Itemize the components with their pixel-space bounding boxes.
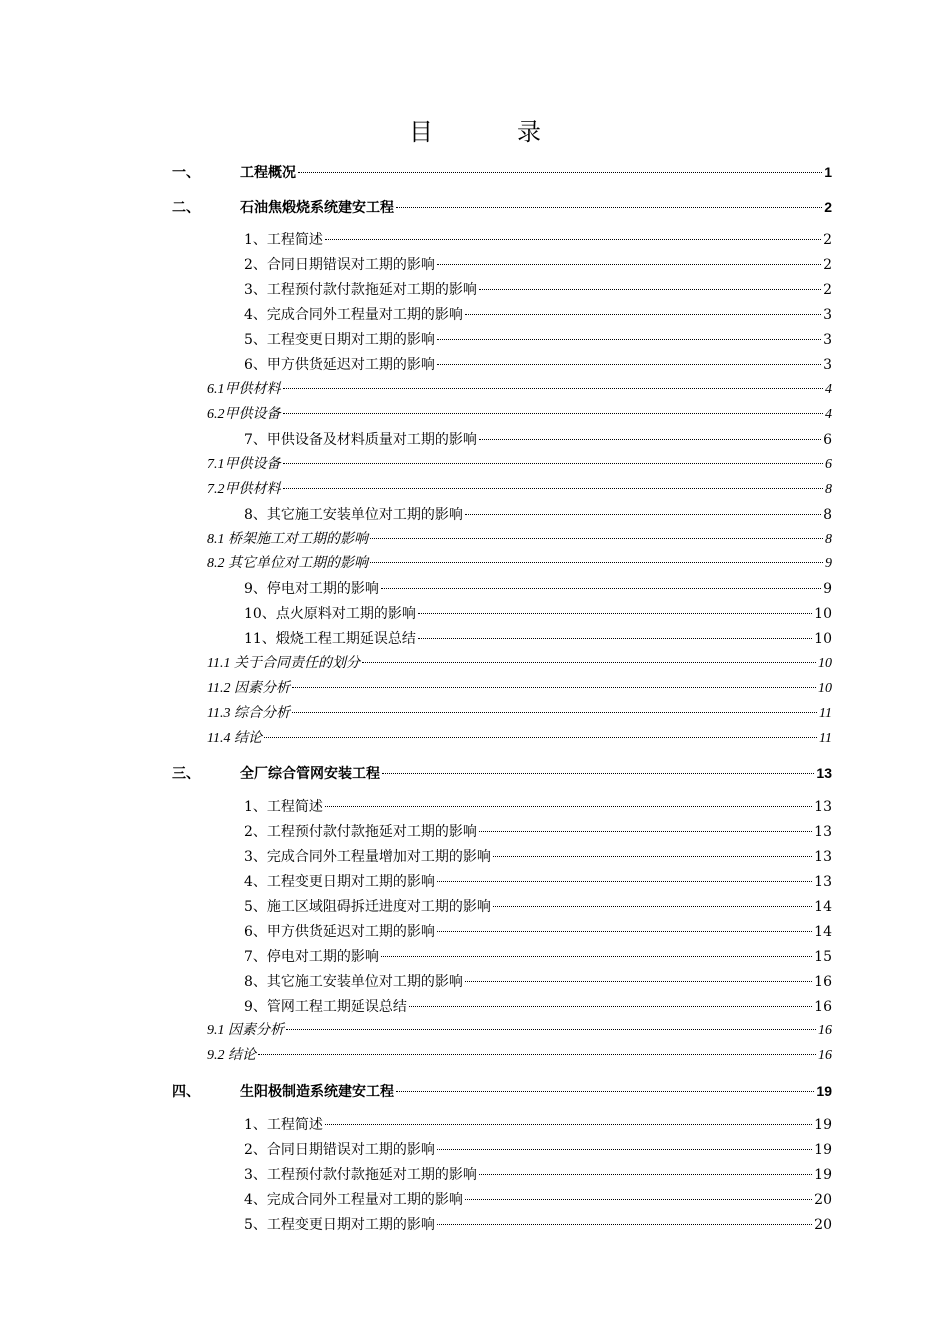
- toc-subsection-entry[interactable]: [207, 729, 832, 749]
- toc-leader-dots: [396, 1091, 814, 1092]
- toc-entry-label: 8、其它施工安装单位对工期的影响: [244, 507, 463, 523]
- toc-section-entry[interactable]: [244, 355, 832, 375]
- toc-page-number: 13: [814, 874, 832, 890]
- toc-section-entry[interactable]: [244, 897, 832, 917]
- toc-entry-label: 10、点火原料对工期的影响: [244, 606, 416, 622]
- toc-page-number: 13: [814, 824, 832, 840]
- toc-page-number: 14: [814, 924, 832, 940]
- toc-leader-dots: [418, 613, 812, 614]
- toc-leader-dots: [465, 1199, 812, 1200]
- toc-page-number: 8: [825, 482, 832, 497]
- toc-section-entry[interactable]: [244, 972, 832, 992]
- toc-leader-dots: [258, 1054, 816, 1055]
- toc-entry-label: 2、合同日期错误对工期的影响: [244, 257, 435, 273]
- toc-leader-dots: [283, 413, 824, 414]
- toc-chapter-entry[interactable]: [172, 197, 832, 217]
- toc-section-entry[interactable]: [244, 255, 832, 275]
- toc-entry-label: 9、管网工程工期延误总结: [244, 999, 407, 1015]
- toc-leader-dots: [465, 981, 812, 982]
- toc-page-number: 4: [825, 382, 832, 397]
- toc-section-entry[interactable]: [244, 604, 832, 624]
- toc-leader-dots: [437, 931, 812, 932]
- toc-page-number: 11: [819, 731, 832, 746]
- toc-page-number: 8: [823, 507, 832, 523]
- toc-entry-label: 11、煅烧工程工期延误总结: [244, 631, 416, 647]
- toc-section-entry[interactable]: [244, 822, 832, 842]
- toc-entry-label: 3、完成合同外工程量增加对工期的影响: [244, 849, 491, 865]
- toc-entry-label: 1、工程简述: [244, 1117, 323, 1133]
- toc-leader-dots: [382, 773, 814, 774]
- toc-page-number: 20: [814, 1192, 832, 1208]
- toc-page-number: 8: [825, 532, 832, 547]
- toc-leader-dots: [479, 1174, 812, 1175]
- toc-chapter-entry[interactable]: [172, 1081, 832, 1101]
- toc-section-entry[interactable]: [244, 1140, 832, 1160]
- toc-subsection-entry[interactable]: [207, 654, 832, 674]
- toc-leader-dots: [479, 831, 812, 832]
- toc-entry-label: 5、工程变更日期对工期的影响: [244, 1217, 435, 1233]
- toc-chapter-entry[interactable]: [172, 763, 832, 783]
- toc-entry-label: 7、停电对工期的影响: [244, 949, 379, 965]
- toc-page-number: 2: [823, 257, 832, 273]
- toc-page-number: 14: [814, 899, 832, 915]
- toc-page-number: 9: [825, 556, 832, 571]
- toc-subsection-entry[interactable]: [207, 480, 832, 500]
- toc-subsection-entry[interactable]: [207, 530, 832, 550]
- toc-entry-label: 1、工程简述: [244, 799, 323, 815]
- toc-entry-label: 8、其它施工安装单位对工期的影响: [244, 974, 463, 990]
- toc-leader-dots: [437, 339, 821, 340]
- toc-leader-dots: [409, 1006, 812, 1007]
- toc-page-number: 6: [825, 457, 832, 472]
- toc-page-number: 1: [824, 164, 832, 180]
- toc-section-entry[interactable]: [244, 280, 832, 300]
- toc-entry-label: 9.2 结论: [207, 1048, 256, 1063]
- toc-page-number: 19: [814, 1117, 832, 1133]
- toc-leader-dots: [479, 439, 821, 440]
- toc-chapter-number: 一、: [172, 164, 200, 180]
- toc-leader-dots: [325, 806, 812, 807]
- toc-leader-dots: [381, 956, 812, 957]
- toc-leader-dots: [465, 314, 821, 315]
- toc-subsection-entry[interactable]: [207, 704, 832, 724]
- toc-section-entry[interactable]: [244, 922, 832, 942]
- toc-entry-label: 2、工程预付款付款拖延对工期的影响: [244, 824, 477, 840]
- toc-leader-dots: [418, 638, 812, 639]
- toc-entry-label: 4、完成合同外工程量对工期的影响: [244, 1192, 463, 1208]
- toc-entry-label: 全厂综合管网安装工程: [240, 765, 380, 781]
- toc-leader-dots: [362, 662, 816, 663]
- toc-page-number: 10: [818, 656, 832, 671]
- toc-entry-label: 5、施工区域阻碍拆迁进度对工期的影响: [244, 899, 491, 915]
- toc-page-number: 19: [814, 1142, 832, 1158]
- toc-entry-label: 8.1 桥架施工对工期的影响: [207, 532, 368, 547]
- toc-entry-label: 9、停电对工期的影响: [244, 581, 379, 597]
- toc-entry-label: 5、工程变更日期对工期的影响: [244, 332, 435, 348]
- toc-entry-label: 11.1 关于合同责任的划分: [207, 656, 360, 671]
- toc-leader-dots: [283, 463, 824, 464]
- toc-entry-label: 7.1甲供设备: [207, 457, 281, 472]
- toc-section-entry[interactable]: [244, 1215, 832, 1235]
- toc-chapter-number: 二、: [172, 199, 200, 215]
- toc-page-number: 10: [814, 606, 832, 622]
- toc-page-number: 16: [818, 1048, 832, 1063]
- toc-leader-dots: [292, 687, 816, 688]
- toc-entry-label: 3、工程预付款付款拖延对工期的影响: [244, 282, 477, 298]
- toc-entry-label: 1、工程简述: [244, 232, 323, 248]
- toc-section-entry[interactable]: [244, 872, 832, 892]
- toc-page-number: 2: [823, 232, 832, 248]
- toc-leader-dots: [479, 289, 821, 290]
- toc-leader-dots: [437, 364, 821, 365]
- toc-entry-label: 8.2 其它单位对工期的影响: [207, 556, 368, 571]
- toc-section-entry[interactable]: [244, 997, 832, 1017]
- toc-entry-label: 6、甲方供货延迟对工期的影响: [244, 924, 435, 940]
- toc-page-number: 3: [823, 357, 832, 373]
- toc-page-number: 13: [814, 849, 832, 865]
- toc-entry-label: 6、甲方供货延迟对工期的影响: [244, 357, 435, 373]
- toc-page-number: 3: [823, 307, 832, 323]
- toc-section-entry[interactable]: [244, 430, 832, 450]
- toc-section-entry[interactable]: [244, 847, 832, 867]
- toc-entry-label: 7、甲供设备及材料质量对工期的影响: [244, 432, 477, 448]
- toc-title: 目 录: [409, 118, 571, 146]
- toc-page-number: 16: [818, 1023, 832, 1038]
- toc-leader-dots: [325, 239, 821, 240]
- toc-leader-dots: [283, 488, 824, 489]
- toc-subsection-entry[interactable]: [207, 455, 832, 475]
- toc-leader-dots: [286, 1029, 816, 1030]
- toc-page-number: 13: [816, 765, 832, 781]
- toc-leader-dots: [437, 1149, 812, 1150]
- toc-section-entry[interactable]: [244, 305, 832, 325]
- toc-leader-dots: [493, 856, 812, 857]
- toc-page-number: 9: [823, 581, 832, 597]
- toc-leader-dots: [381, 588, 821, 589]
- toc-entry-label: 6.2甲供设备: [207, 407, 281, 422]
- toc-section-entry[interactable]: [244, 1190, 832, 1210]
- toc-entry-label: 工程概况: [240, 164, 296, 180]
- toc-entry-label: 11.3 综合分析: [207, 706, 290, 721]
- toc-section-entry[interactable]: [244, 1115, 832, 1135]
- toc-section-entry[interactable]: [244, 797, 832, 817]
- toc-entry-label: 4、工程变更日期对工期的影响: [244, 874, 435, 890]
- toc-leader-dots: [370, 538, 823, 539]
- toc-subsection-entry[interactable]: [207, 1046, 832, 1066]
- toc-leader-dots: [292, 712, 817, 713]
- toc-leader-dots: [325, 1124, 812, 1125]
- toc-entry-label: 11.4 结论: [207, 731, 262, 746]
- toc-leader-dots: [465, 514, 821, 515]
- toc-leader-dots: [437, 1224, 812, 1225]
- toc-page-number: 15: [814, 949, 832, 965]
- toc-leader-dots: [437, 264, 821, 265]
- toc-section-entry[interactable]: [244, 579, 832, 599]
- toc-section-entry[interactable]: [244, 947, 832, 967]
- toc-entry-label: 石油焦煅烧系统建安工程: [240, 199, 394, 215]
- toc-leader-dots: [283, 388, 824, 389]
- toc-leader-dots: [298, 172, 822, 173]
- toc-section-entry[interactable]: [244, 330, 832, 350]
- toc-section-entry[interactable]: [244, 1165, 832, 1185]
- toc-page-number: 6: [823, 432, 832, 448]
- toc-page-number: 13: [814, 799, 832, 815]
- toc-leader-dots: [437, 881, 812, 882]
- toc-subsection-entry[interactable]: [207, 554, 832, 574]
- toc-page-number: 16: [814, 974, 832, 990]
- toc-entry-label: 生阳极制造系统建安工程: [240, 1083, 394, 1099]
- toc-section-entry[interactable]: [244, 505, 832, 525]
- toc-chapter-number: 四、: [172, 1083, 200, 1099]
- toc-entry-label: 9.1 因素分析: [207, 1023, 284, 1038]
- toc-subsection-entry[interactable]: [207, 679, 832, 699]
- toc-page-number: 4: [825, 407, 832, 422]
- toc-entry-label: 7.2甲供材料: [207, 482, 281, 497]
- toc-page-number: 19: [814, 1167, 832, 1183]
- toc-page-number: 11: [819, 706, 832, 721]
- toc-entry-label: 6.1甲供材料: [207, 382, 281, 397]
- toc-page-number: 10: [818, 681, 832, 696]
- toc-page-number: 2: [824, 199, 832, 215]
- toc-entry-label: 2、合同日期错误对工期的影响: [244, 1142, 435, 1158]
- toc-leader-dots: [396, 207, 822, 208]
- toc-entry-label: 3、工程预付款付款拖延对工期的影响: [244, 1167, 477, 1183]
- toc-subsection-entry[interactable]: [207, 380, 832, 400]
- toc-leader-dots: [264, 737, 817, 738]
- toc-page-number: 19: [816, 1083, 832, 1099]
- toc-subsection-entry[interactable]: [207, 405, 832, 425]
- toc-page-number: 20: [814, 1217, 832, 1233]
- toc-page-number: 10: [814, 631, 832, 647]
- toc-chapter-entry[interactable]: [172, 162, 832, 182]
- toc-leader-dots: [493, 906, 812, 907]
- toc-section-entry[interactable]: [244, 629, 832, 649]
- toc-page-number: 3: [823, 332, 832, 348]
- toc-entry-label: 11.2 因素分析: [207, 681, 290, 696]
- toc-leader-dots: [370, 562, 823, 563]
- toc-page-number: 2: [823, 282, 832, 298]
- toc-section-entry[interactable]: [244, 230, 832, 250]
- toc-subsection-entry[interactable]: [207, 1021, 832, 1041]
- toc-chapter-number: 三、: [172, 765, 200, 781]
- toc-page-number: 16: [814, 999, 832, 1015]
- toc-entry-label: 4、完成合同外工程量对工期的影响: [244, 307, 463, 323]
